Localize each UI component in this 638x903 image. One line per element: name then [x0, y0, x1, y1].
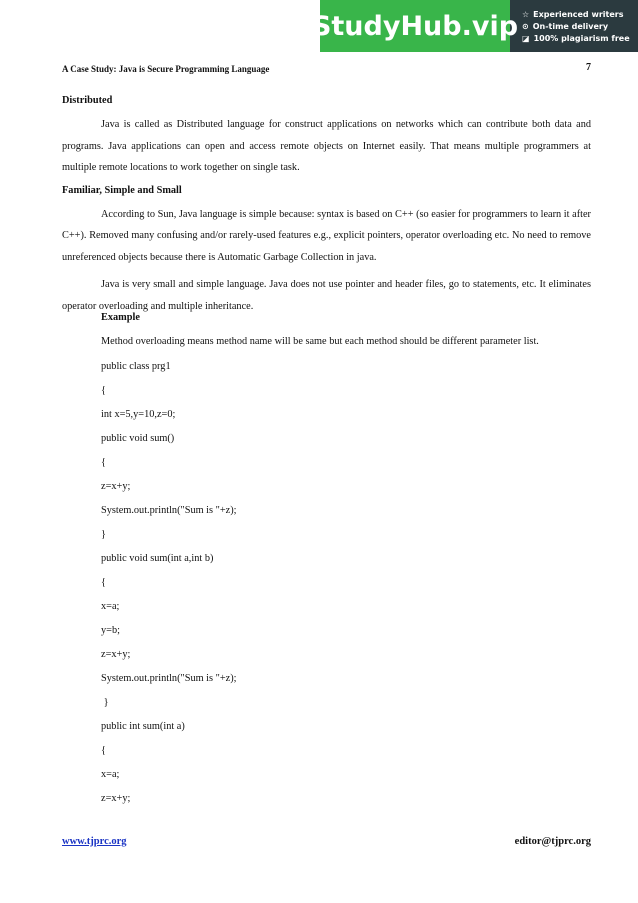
code-line: z=x+y;: [101, 793, 131, 804]
code-line: x=a;: [101, 601, 120, 612]
example-heading: Example: [101, 312, 140, 323]
paragraph: According to Sun, Java language is simple because: syntax is based on C++ (so easier for programmers to learn it after C++). Removed many confusing and/or rarely-used features e.g., explicit pointers, operator overloading etc. No need to remove unreferenced objects because there is Automatic Garbage Collection in java.: [62, 208, 591, 263]
studyhub-banner[interactable]: [311, 0, 638, 52]
perk-item: [522, 34, 638, 43]
paragraph: Java is very small and simple language. Java does not use pointer and header files, go to statements, etc. It eliminates operator overloading and multiple inheritance.: [62, 279, 591, 312]
shield-icon: ◪: [522, 33, 530, 43]
code-line: {: [101, 385, 106, 396]
running-header: [62, 64, 591, 78]
code-line: z=x+y;: [101, 649, 131, 660]
code-line: public class prg1: [101, 361, 171, 372]
star-icon: ☆: [522, 9, 530, 19]
footer-email: editor@tjprc.org: [514, 836, 591, 847]
clock-icon: ⊙: [522, 21, 529, 31]
header-title: A Case Study: Java is Secure Programming Language: [62, 64, 270, 74]
code-line: x=a;: [101, 769, 120, 780]
perk-label: Experienced writers: [533, 9, 624, 19]
code-line: {: [101, 745, 106, 756]
banner-perks: [510, 10, 638, 43]
code-line: z=x+y;: [101, 481, 131, 492]
page-content: [62, 92, 591, 317]
section-heading: Distributed: [62, 95, 113, 106]
code-line: int x=5,y=10,z=0;: [101, 409, 176, 420]
code-line: System.out.println("Sum is "+z);: [101, 505, 237, 516]
perk-label: On-time delivery: [532, 21, 609, 31]
paragraph: Java is called as Distributed language for construct applications on networks which can contribute both data and programs. Java applications can open and access remote objects on Internet easily. That means multiple programmers at multiple remote locations to work together on single task.: [62, 119, 591, 173]
code-line: public int sum(int a): [101, 721, 185, 732]
code-line: System.out.println("Sum is "+z);: [101, 673, 237, 684]
code-line: {: [101, 457, 106, 468]
code-line: }: [101, 697, 109, 708]
page-number: 7: [586, 62, 591, 73]
section-heading: Familiar, Simple and Small: [62, 184, 182, 196]
website-link[interactable]: www.tjprc.org: [62, 836, 127, 847]
code-line: }: [101, 529, 106, 540]
code-line: y=b;: [101, 625, 120, 636]
code-line: public void sum(int a,int b): [101, 553, 214, 564]
studyhub-logo: StudyHub.vip: [320, 0, 510, 52]
page-footer: [62, 836, 591, 852]
code-line: {: [101, 577, 106, 588]
perk-item: [522, 22, 638, 31]
example-description: Method overloading means method name will be same but each method should be different parameter list.: [101, 336, 539, 347]
code-line: public void sum(): [101, 433, 175, 444]
perk-label: 100% plagiarism free: [533, 33, 630, 43]
perk-item: [522, 10, 638, 19]
